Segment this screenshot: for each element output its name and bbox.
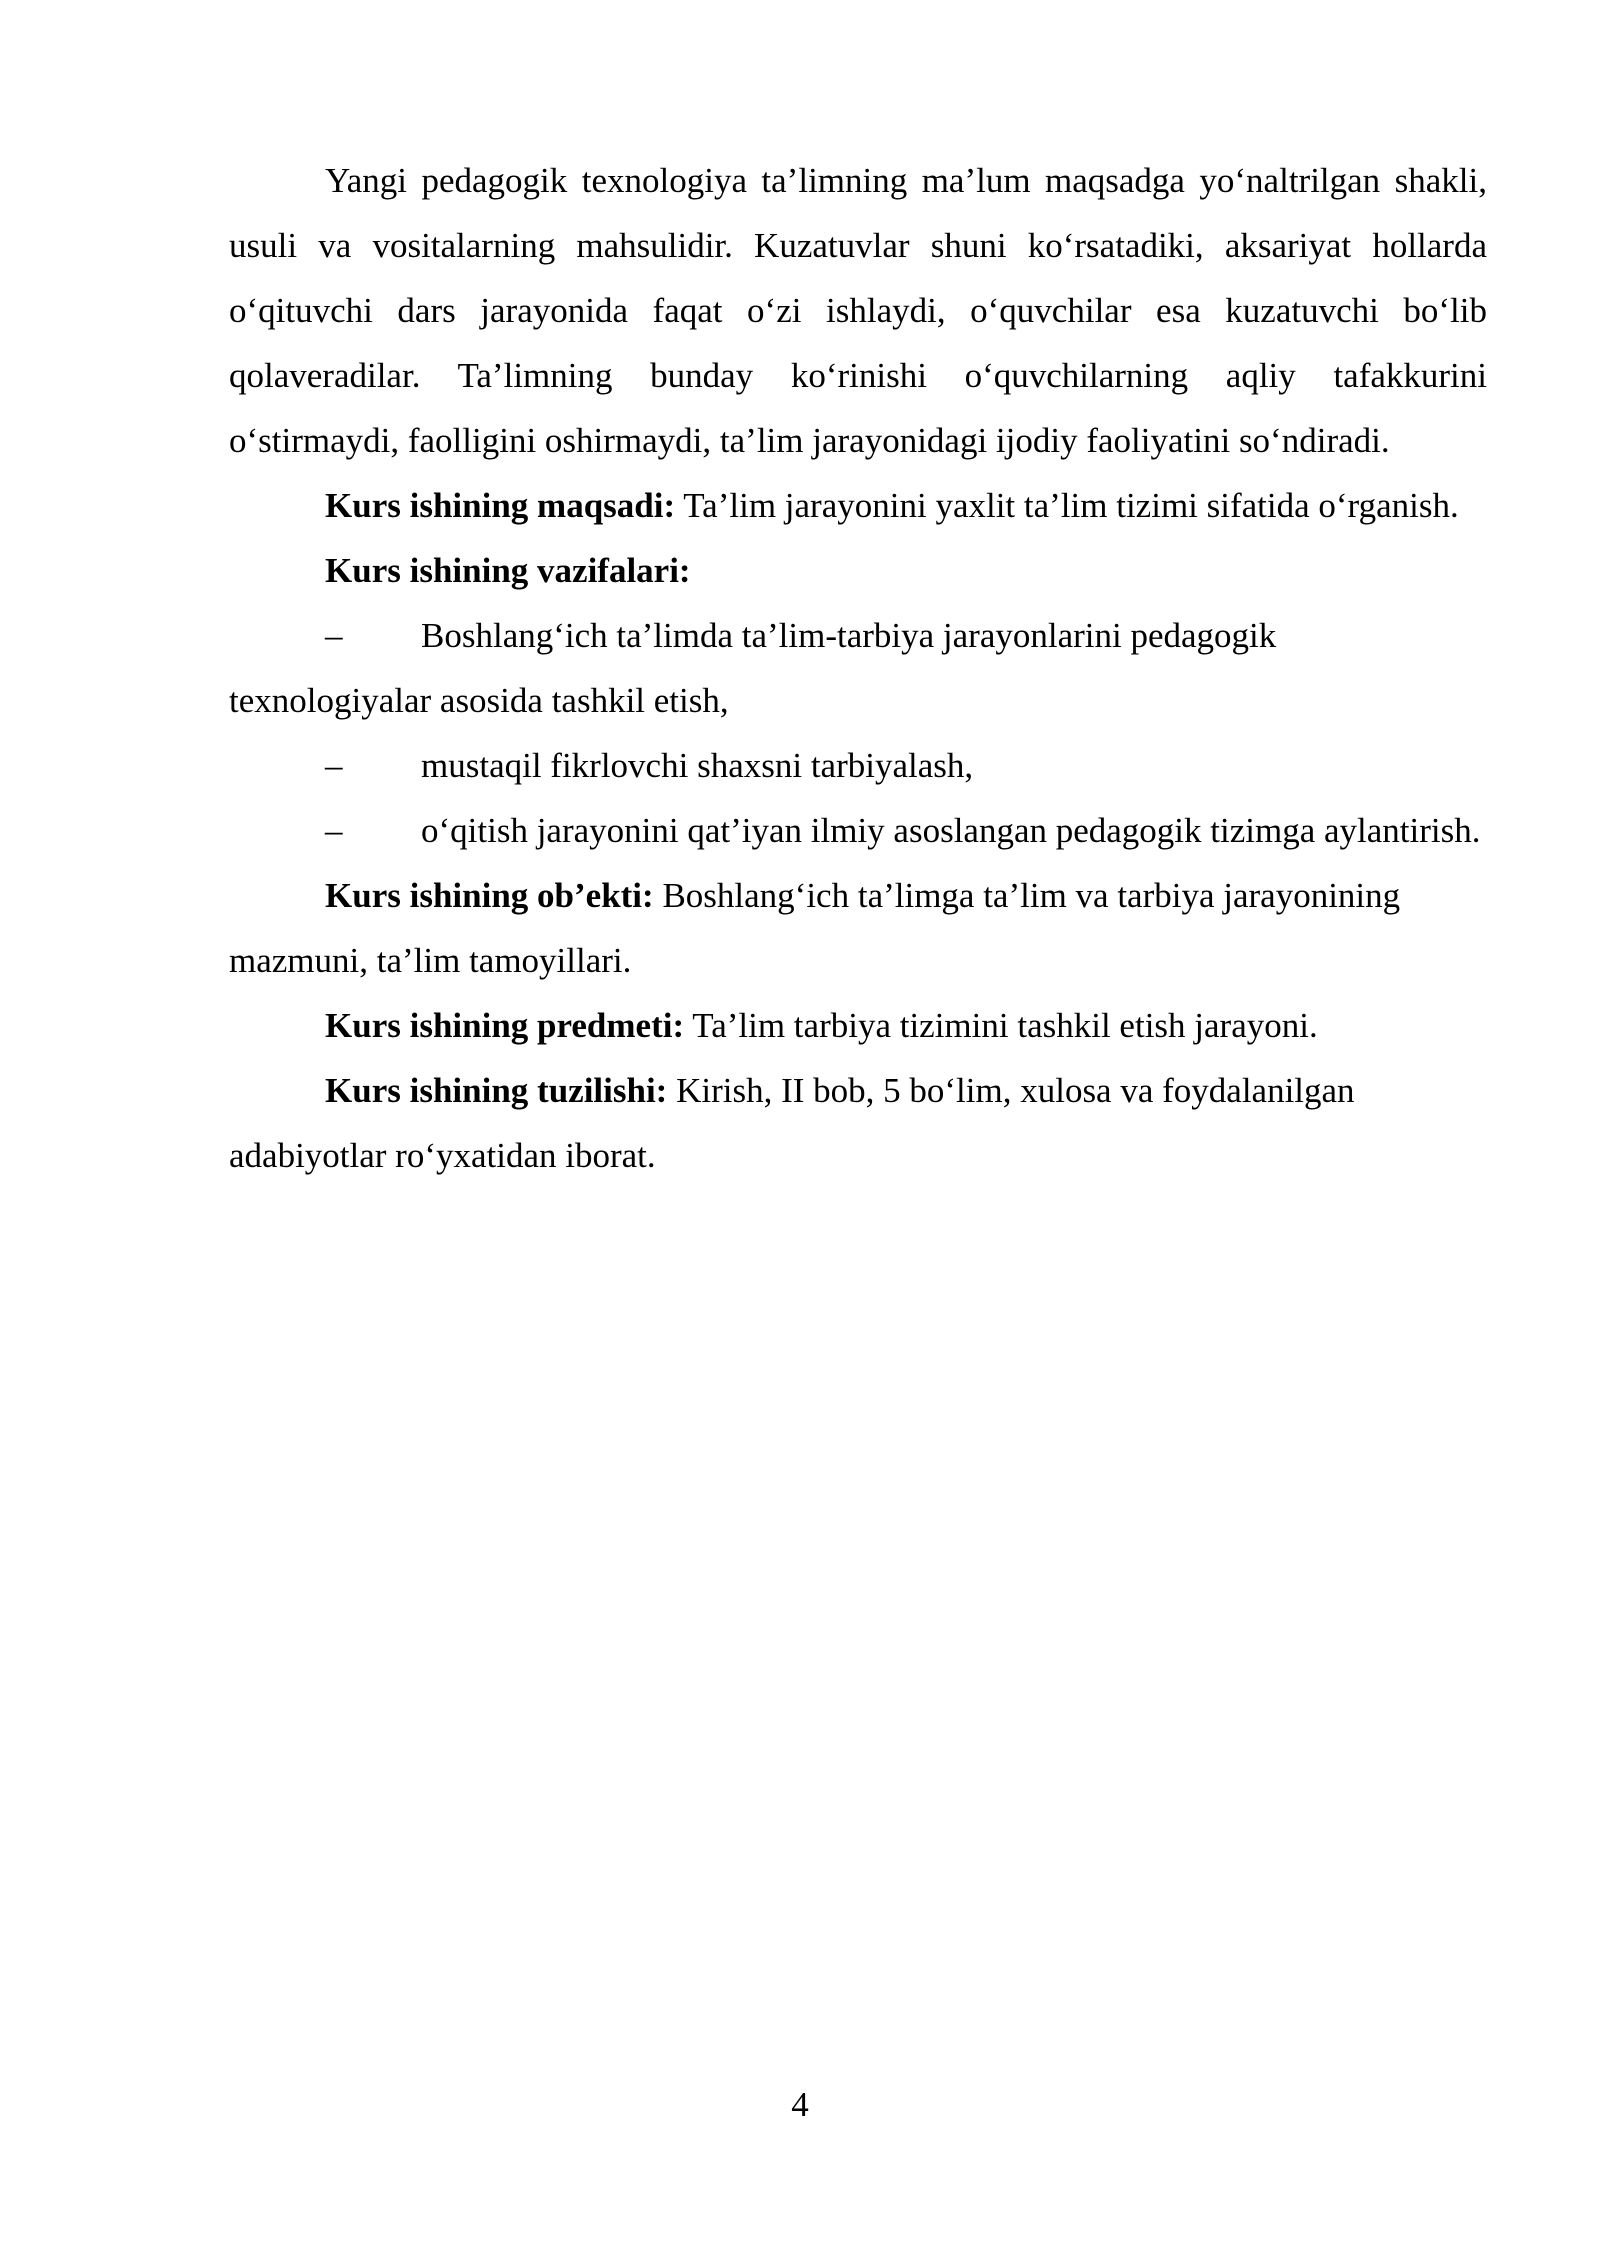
task-item-text: o‘qitish jarayonini qat’iyan ilmiy asoslangan pedagogik tizimga aylantirish.	[421, 811, 1481, 850]
object-paragraph	[229, 863, 1487, 993]
structure-paragraph	[229, 1058, 1487, 1188]
dash-marker: –	[325, 811, 343, 850]
task-item-2	[229, 733, 1487, 798]
tasks-heading: Kurs ishining vazifalari:	[325, 551, 691, 590]
subject-text: Ta’lim tarbiya tizimini tashkil etish jarayoni.	[684, 1006, 1318, 1045]
task-item-3	[229, 798, 1487, 863]
task-item-text: Boshlang‘ich ta’limda ta’lim-tarbiya jarayonlarini pedagogik texnologiyalar asosida tashkil etish,	[229, 616, 1277, 720]
object-text: Boshlang‘ich ta’limga ta’lim va tarbiya jarayonining mazmuni, ta’lim tamoyillari.	[229, 876, 1401, 980]
object-label: Kurs ishining ob’ekti:	[325, 876, 654, 915]
dash-marker: –	[325, 746, 343, 785]
page-number: 4	[791, 2085, 809, 2124]
structure-label: Kurs ishining tuzilishi:	[325, 1071, 668, 1110]
dash-marker: –	[325, 616, 343, 655]
goal-text: Ta’lim jarayonini yaxlit ta’lim tizimi sifatida o‘rganish.	[675, 486, 1459, 525]
page-content	[229, 148, 1487, 1188]
goal-paragraph	[229, 473, 1487, 538]
subject-paragraph	[229, 993, 1487, 1058]
subject-label: Kurs ishining predmeti:	[325, 1006, 685, 1045]
structure-text: Kirish, II bob, 5 bo‘lim, xulosa va foydalanilgan adabiyotlar ro‘yxatidan iborat.	[229, 1071, 1355, 1175]
task-item-text: mustaqil fikrlovchi shaxsni tarbiyalash,	[421, 746, 974, 785]
goal-label: Kurs ishining maqsadi:	[325, 486, 676, 525]
intro-paragraph: Yangi pedagogik texnologiya ta’limning ma’lum maqsadga yo‘naltrilgan shakli, usuli va vositalarning mahsulidir. Kuzatuvlar shuni ko‘rsatadiki, aksariyat hollarda o‘qituvchi dars jarayonida faqat o‘zi ishlaydi, o‘quvchilar esa kuzatuvchi bo‘lib qolaveradilar. Ta’limning bunday ko‘rinishi o‘quvchilarning aqliy tafakkurini o‘stirmaydi, faolligini oshirmaydi, ta’lim jarayonidagi ijodiy faoliyatini so‘ndiradi.	[229, 161, 1487, 460]
task-item-1	[229, 603, 1487, 733]
